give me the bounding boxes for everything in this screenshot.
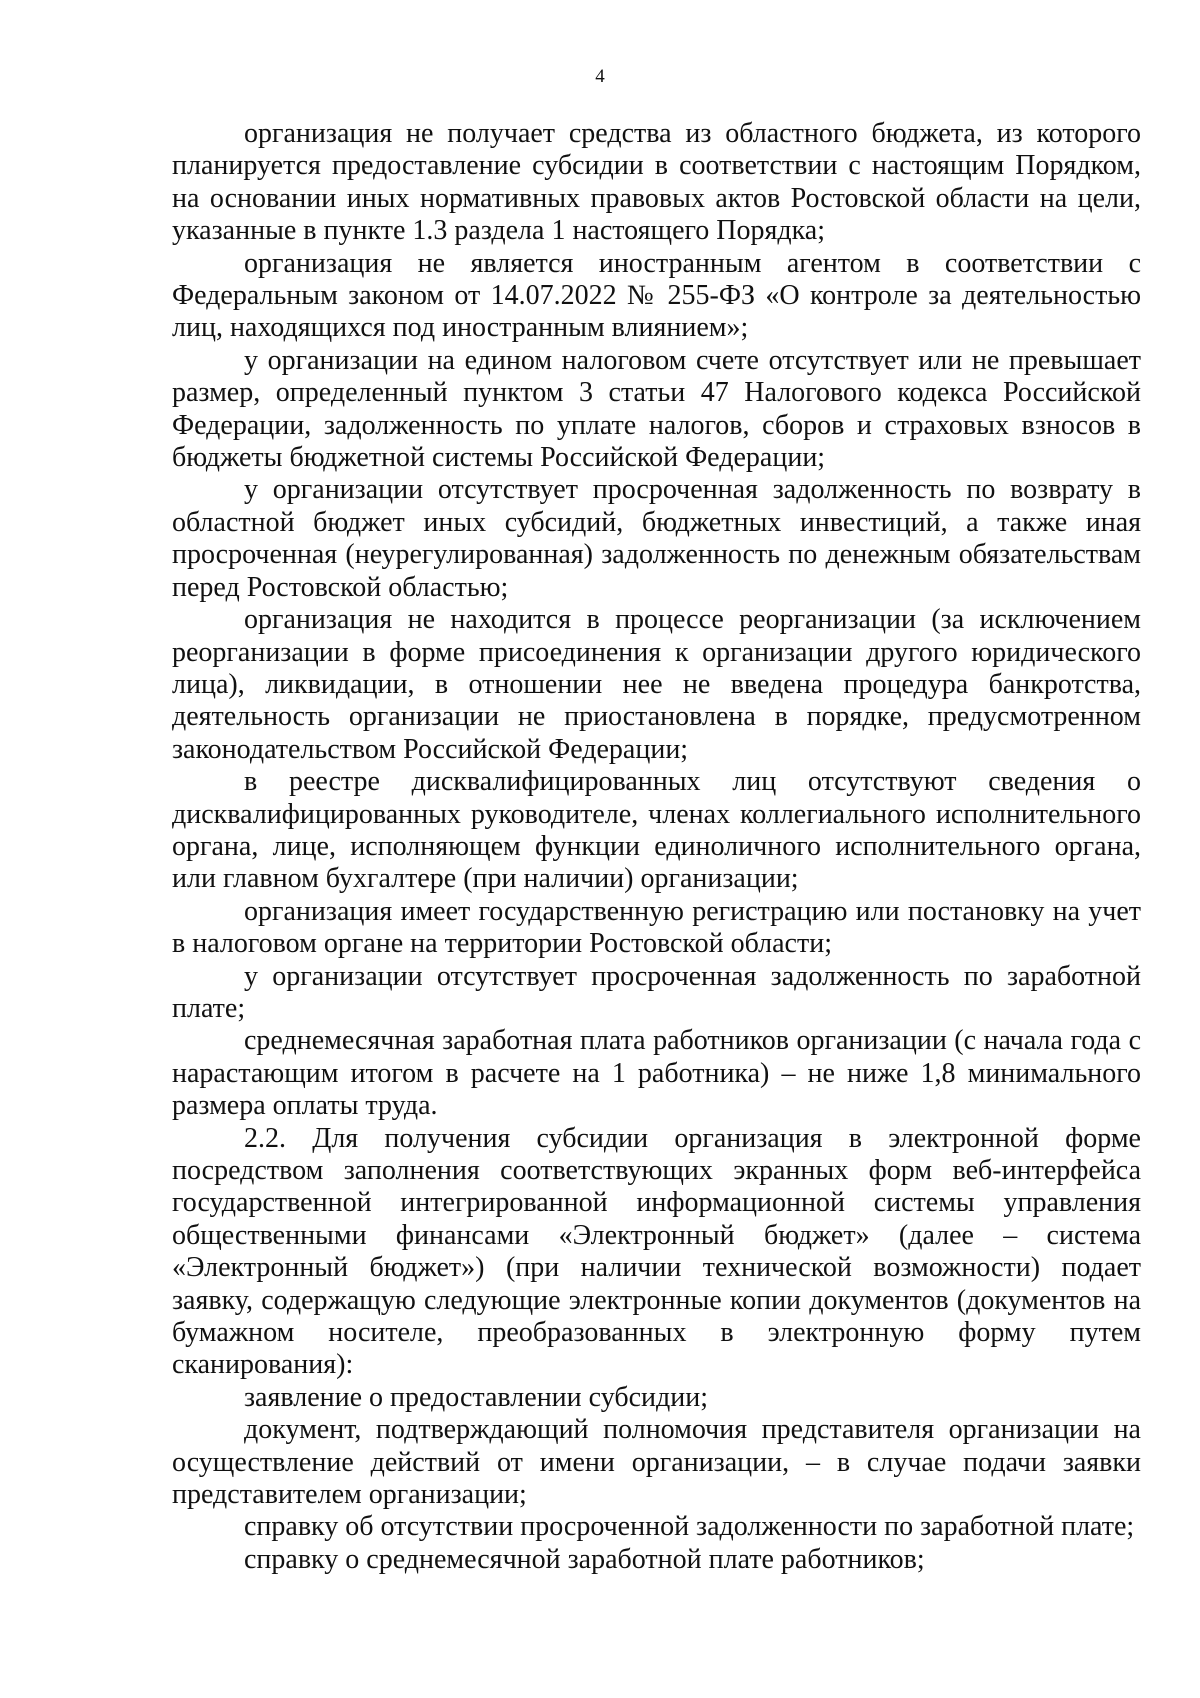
list-item-no-wage-arrears-certificate: справку об отсутствии просроченной задолженности по заработной плате; [244,1511,1135,1543]
paragraph-not-foreign-agent: организация не является иностранным агентом в соответствии с Федеральным законом от 14.07.2022 № 255-ФЗ «О контроле за деятельностью лиц, находящихся под иностранным влиянием»; [172,247,1141,344]
paragraph-state-registration: организация имеет государственную регистрацию или постановку на учет в налоговом органе на территории Ростовской области; [172,895,1141,960]
list-item-average-wage-certificate: справку о среднемесячной заработной плате работников; [244,1543,925,1575]
paragraph-no-reorganization: организация не находится в процессе реорганизации (за исключением реорганизации в форме присоединения к организации другого юридического лица), ликвидации, в отношении нее не введена процедура банкротства, деятельность организации не приостановлена в порядке, предусмотренном законодательством Российской Федерации; [172,604,1141,765]
paragraph-overdue-debt-regional-budget: у организации отсутствует просроченная задолженность по возврату в областной бюджет иных субсидий, бюджетных инвестиций, а также иная просроченная (неурегулированная) задолженность по денежным обязательствам перед Ростовской областью; [172,474,1141,603]
paragraph-no-wage-arrears: у организации отсутствует просроченная задолженность по заработной плате; [172,960,1141,1024]
list-item-subsidy-application: заявление о предоставлении субсидии; [244,1381,708,1413]
paragraph-section-2-2-application: 2.2. Для получения субсидии организация в электронной форме посредством заполнения соответствующих экранных форм веб-интерфейса государственной интегрированной информационной системы управления общественными финансами «Электронный бюджет» (далее – система «Электронный бюджет») (при наличии технической возможности) подает заявку, содержащую следующие электронные копии документов (документов на бумажном носителе, преобразованных в электронную форму путем сканирования): [172,1122,1141,1381]
paragraph-disqualified-persons-registry: в реестре дисквалифицированных лиц отсутствуют сведения о дисквалифицированных руководителе, членах коллегиального исполнительного органа, лице, исполняющем функции единоличного исполнительного органа, или главном бухгалтере (при наличии) организации; [172,766,1141,895]
page-number: 4 [595,66,605,87]
paragraph-average-monthly-wage: среднемесячная заработная плата работников организации (с начала года с нарастающим итогом в расчете на 1 работника) – не ниже 1,8 минимального размера оплаты труда. [172,1025,1141,1122]
paragraph-no-regional-budget-funds: организация не получает средства из областного бюджета, из которого планируется предоставление субсидии в соответствии с настоящим Порядком, на основании иных нормативных правовых актов Ростовской области на цели, указанные в пункте 1.3 раздела 1 настоящего Порядка; [172,118,1141,247]
document-body [172,118,1141,1576]
list-item-representative-authority-document: документ, подтверждающий полномочия представителя организации на осуществление действий от имени организации, – в случае подачи заявки представителем организации; [172,1414,1141,1511]
paragraph-tax-debt: у организации на едином налоговом счете отсутствует или не превышает размер, определенный пунктом 3 статьи 47 Налогового кодекса Российской Федерации, задолженность по уплате налогов, сборов и страховых взносов в бюджеты бюджетной системы Российской Федерации; [172,344,1141,474]
